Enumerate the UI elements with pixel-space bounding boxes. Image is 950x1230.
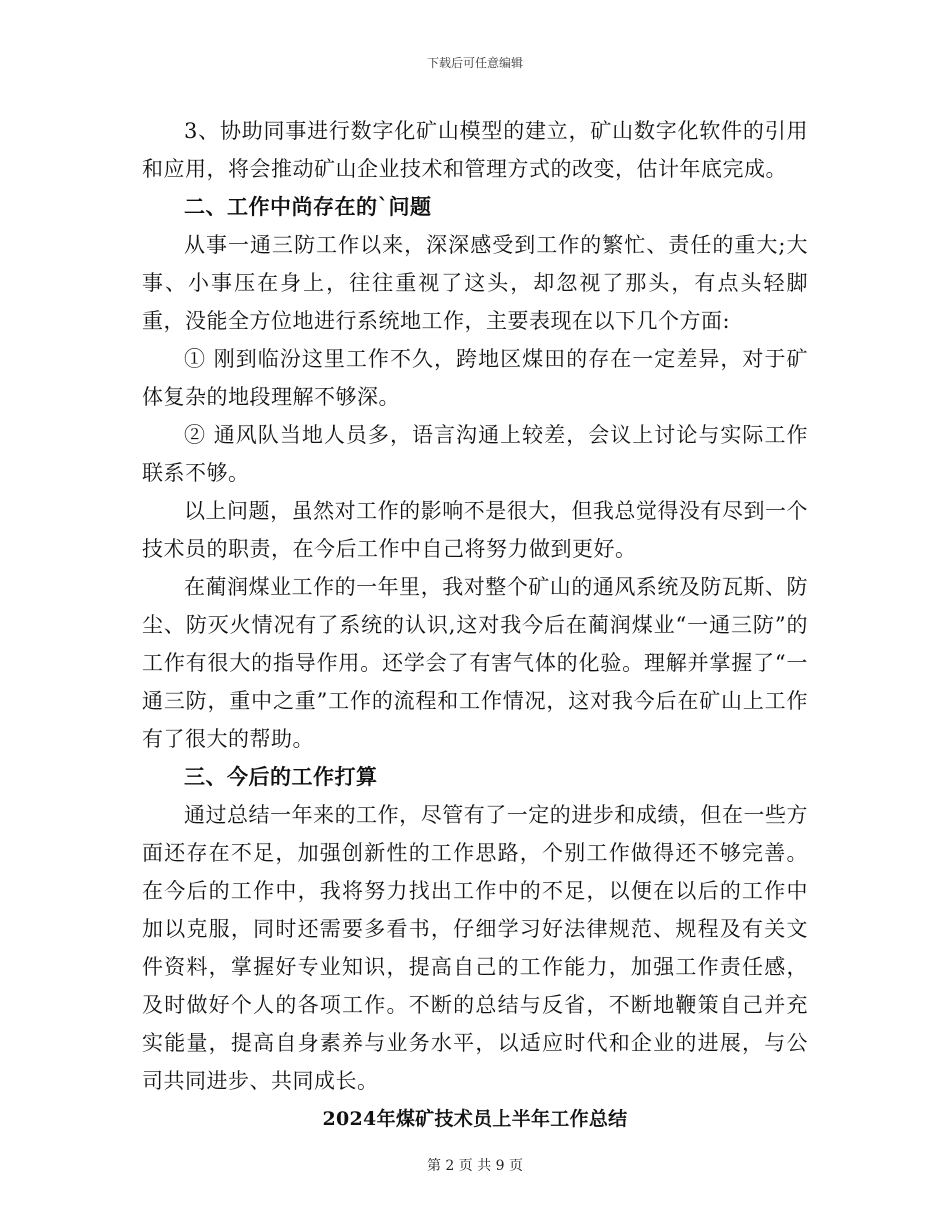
section-heading-plans: 三、今后的工作打算 [184, 764, 378, 789]
paragraph-plans: 通过总结一年来的工作，尽管有了一定的进步和成绩，但在一些方面还存在不足，加强创新性的工作思路，个别工作做得还不够完善。在今后的工作中，我将努力找出工作中的不足，以便在以后的工作中加以克服，同时还需要多看书，仔细学习好法律规范、规程及有关文件资料，掌握好专业知识，提高自己的工作能力，加强工作责任感，及时做好个人的各项工作。不断的总结与反省，不断地鞭策自己并充实能量，提高自身素养与业务水平，以适应时代和企业的进展，与公司共同进步、共同成长。 [142, 803, 808, 1093]
paragraph-problem-2: ② 通风队当地人员多，语言沟通上较差，会议上讨论与实际工作联系不够。 [142, 423, 808, 485]
document-body [142, 112, 808, 1138]
page-header: 下载后可任意编辑 [426, 56, 523, 70]
paragraph-problems-summary: 以上问题，虽然对工作的影响不是很大，但我总觉得没有尽到一个技术员的职责，在今后工作中自己将努力做到更好。 [142, 499, 808, 561]
page-number-footer: 第 2 页 共 9 页 [426, 1158, 524, 1174]
paragraph-year-review: 在蔺润煤业工作的一年里，我对整个矿山的通风系统及防瓦斯、防尘、防灭火情况有了系统的认识,这对我今后在蔺润煤业“一通三防”的工作有很大的指导作用。还学会了有害气体的化验。理解并掌握了“一通三防，重中之重”工作的流程和工作情况，这对我今后在矿山上工作有了很大的帮助。 [142, 575, 808, 751]
paragraph-problems-intro: 从事一通三防工作以来，深深感受到工作的繁忙、责任的重大;大事、小事压在身上，往往重视了这头，却忽视了那头，有点头轻脚重，没能全方位地进行系统地工作，主要表现在以下几个方面: [142, 233, 808, 333]
paragraph-problem-1: ① 刚到临汾这里工作不久，跨地区煤田的存在一定差异，对于矿体复杂的地段理解不够深。 [142, 347, 808, 409]
next-document-title: 2024年煤矿技术员上半年工作总结 [322, 1108, 628, 1130]
paragraph-item-3: 3、协助同事进行数字化矿山模型的建立，矿山数字化软件的引用和应用，将会推动矿山企业技术和管理方式的改变，估计年底完成。 [142, 119, 808, 181]
section-heading-problems: 二、工作中尚存在的`问题 [184, 194, 432, 219]
